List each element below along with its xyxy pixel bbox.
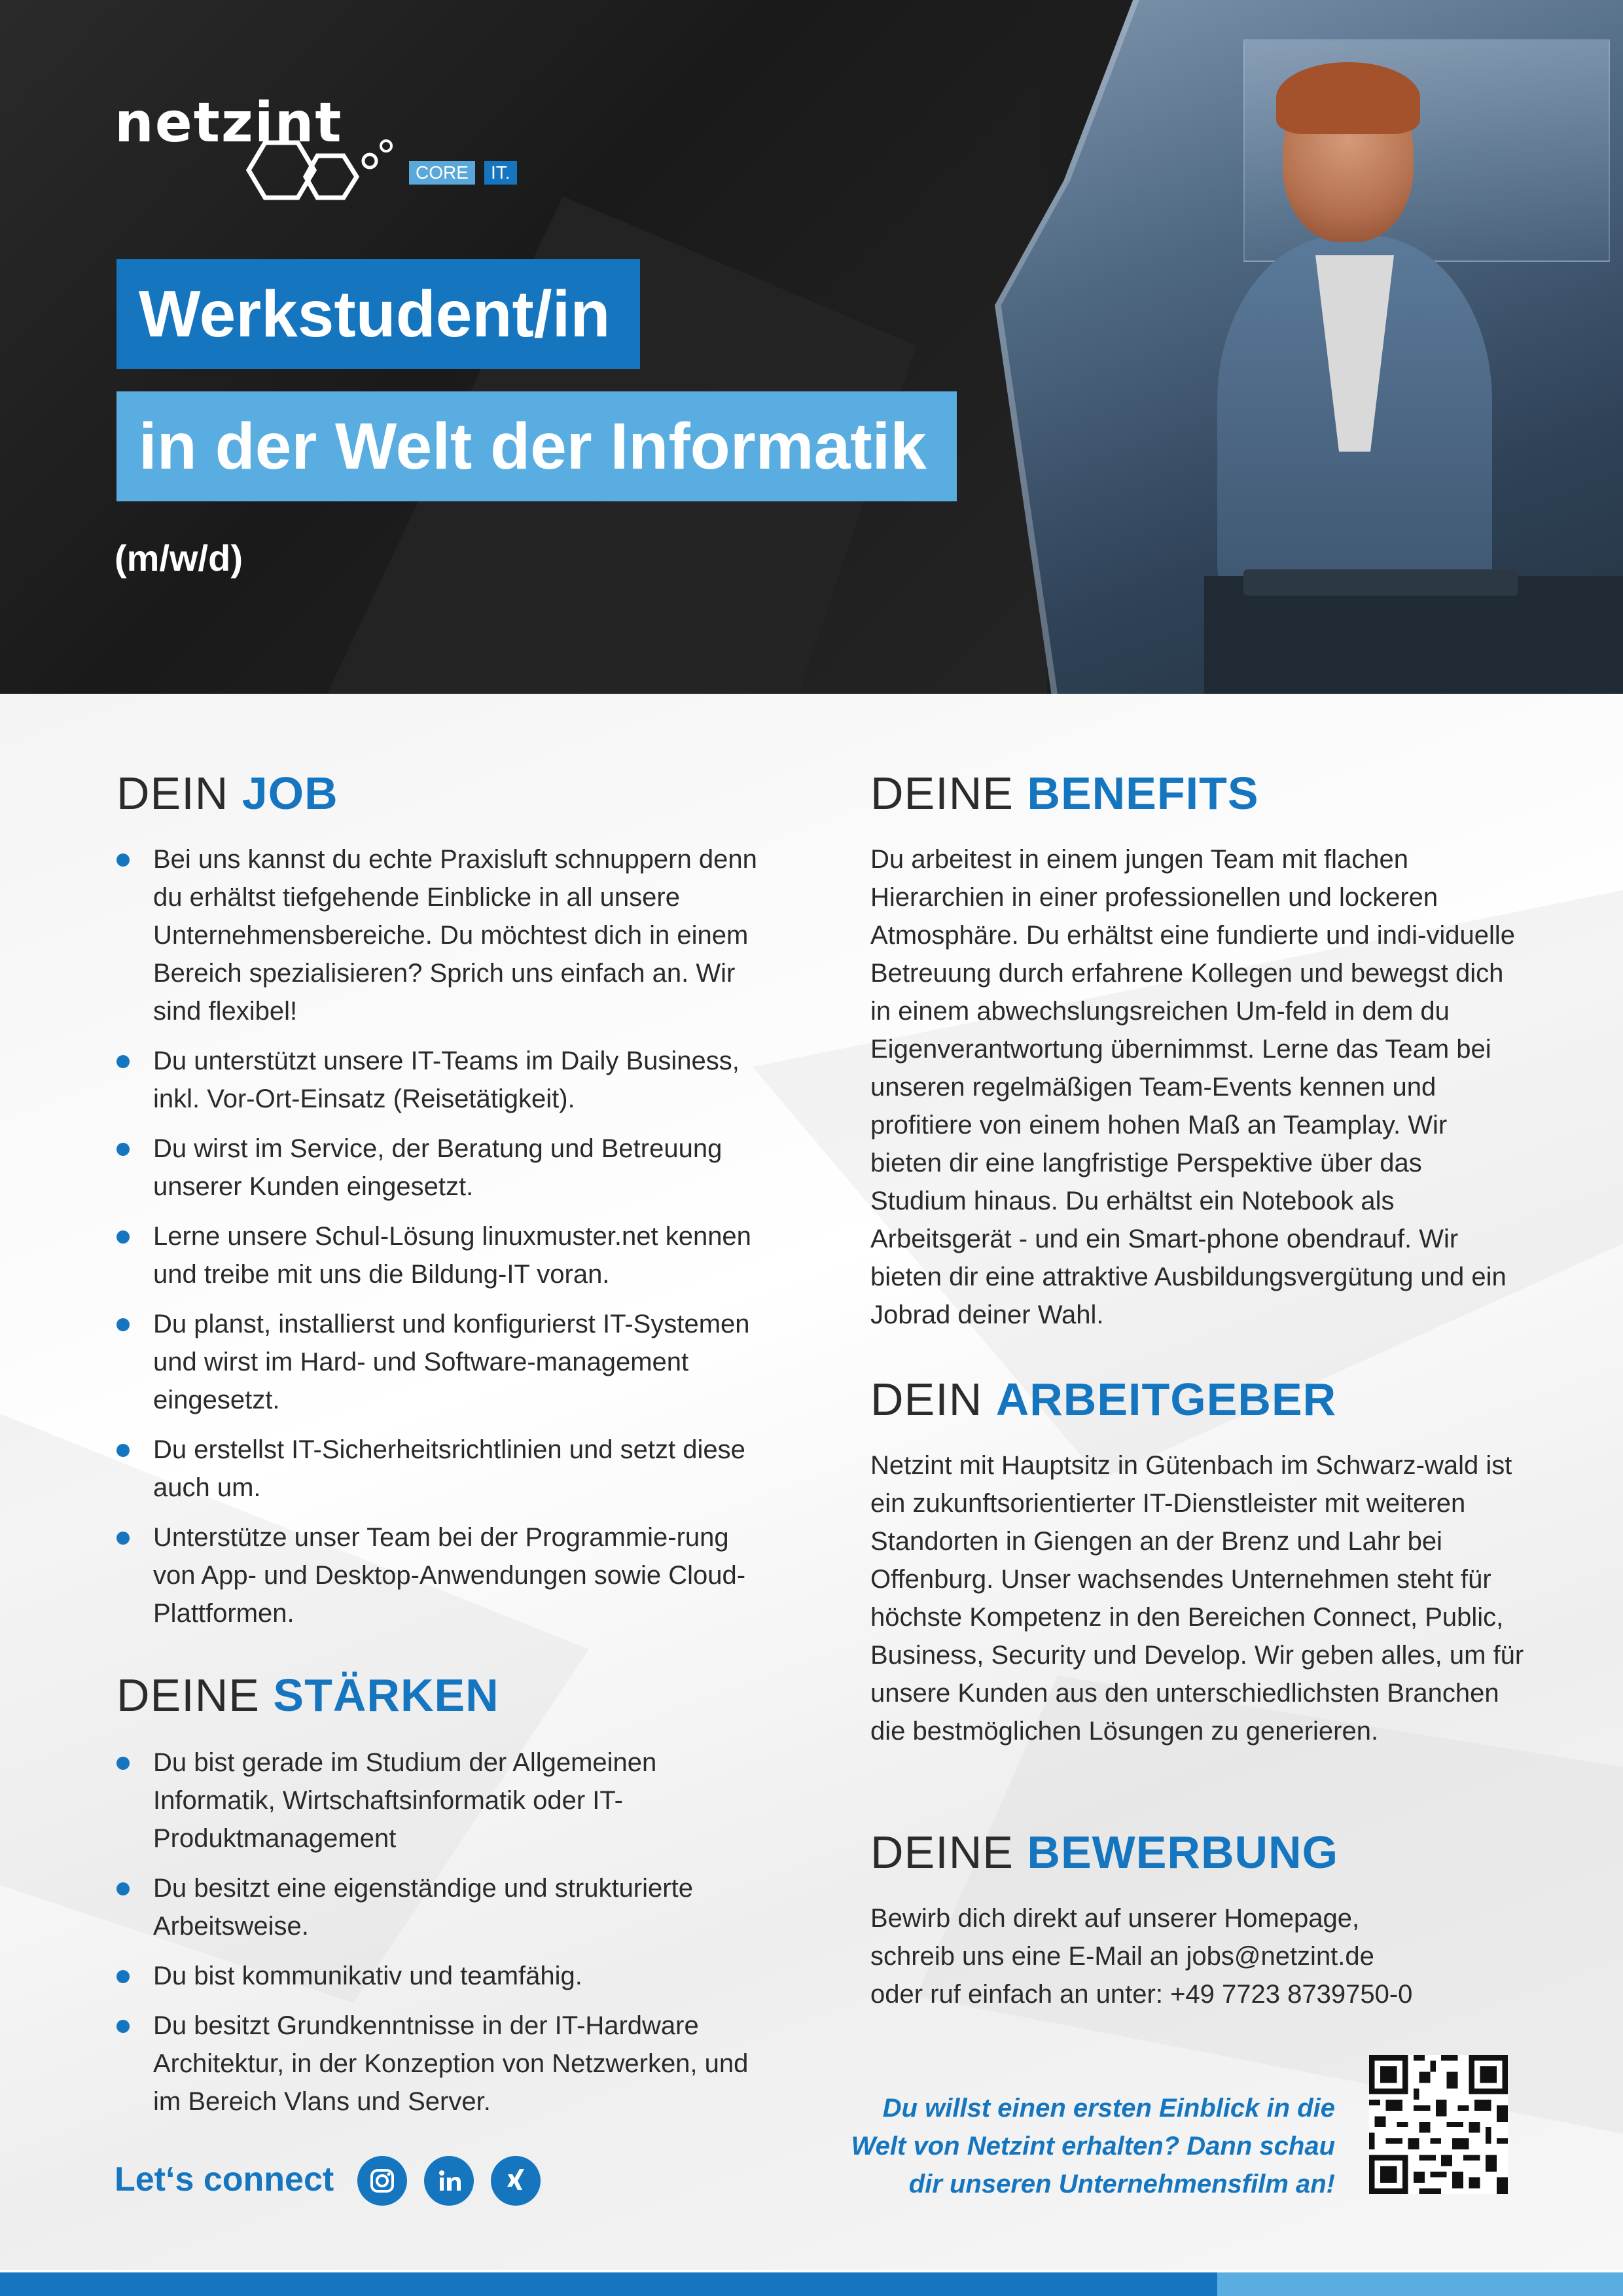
promo-line: Du willst einen ersten Einblick in die <box>882 2094 1335 2123</box>
promo-line: dir unseren Unternehmensfilm an! <box>908 2170 1335 2198</box>
list-item: Unterstütze unser Team bei der Programmie-rung von App- und Desktop-Anwendungen sowie Cloud-Plattformen. <box>116 1518 771 1632</box>
bewerbung-line-email[interactable]: schreib uns eine E-Mail an jobs@netzint.de <box>870 1942 1374 1971</box>
hero-photo-person-hair <box>1276 62 1420 134</box>
company-logo[interactable] <box>115 77 520 202</box>
instagram-icon[interactable] <box>357 2156 407 2206</box>
list-item: Du wirst im Service, der Beratung und Betreuung unserer Kunden eingesetzt. <box>116 1130 771 1206</box>
section-heading-staerken: DEINE STÄRKEN <box>116 1670 499 1721</box>
linkedin-icon[interactable] <box>424 2156 474 2206</box>
bewerbung-line-phone[interactable]: oder ruf einfach an unter: +49 7723 8739750-0 <box>870 1980 1413 2009</box>
gender-note: (m/w/d) <box>115 537 243 579</box>
section-heading-arbeitgeber: DEIN ARBEITGEBER <box>870 1374 1337 1425</box>
job-title-line1: Werkstudent/in <box>116 259 640 369</box>
section-heading-job: DEIN JOB <box>116 768 338 819</box>
list-item: Du planst, installierst und konfigurierst IT-Systemen und wirst im Hard- und Software-management eingesetzt. <box>116 1305 771 1419</box>
instagram-glyph-icon <box>357 2156 407 2206</box>
logo-wordmark: netzint <box>115 90 343 154</box>
hero-photo-keyboard <box>1243 569 1518 596</box>
hexagon-logo-icon <box>245 136 416 208</box>
lets-connect-label: Let‘s connect <box>115 2161 334 2198</box>
footer-bar <box>0 2272 1217 2296</box>
list-item: Bei uns kannst du echte Praxisluft schnuppern denn du erhältst tiefgehende Einblicke in all unsere Unternehmensbereiche. Du möchtest dich in einem Bereich spezialisieren? Sprich uns einfach an. Wir sind flexibel! <box>116 840 771 1030</box>
list-item: Du besitzt eine eigenständige und strukturierte Arbeitsweise. <box>116 1869 771 1945</box>
xing-glyph-icon <box>491 2156 541 2206</box>
benefits-text: Du arbeitest in einem jungen Team mit flachen Hierarchien in einer professionellen und lockeren Atmosphäre. Du erhältst eine fundierte und indi-viduelle Betreuung durch erfahrene Kollegen und bewegst dich in einem abwechslungsreichen Um-feld in dem du Eigenverantwortung übernimmst. Lerne das Team bei unseren regelmäßigen Team-Events kennen und profitiere von einem hohen Maß an Teamplay. Wir bieten dir eine langfristige Perspektive über das Studium hinaus. Du erhältst ein Notebook als Arbeitsgerät - und ein Smart-phone obendrauf. Wir bieten dir eine attraktive Ausbildungsvergütung und ein Jobrad deiner Wahl. <box>870 845 1516 1329</box>
bewerbung-line-homepage[interactable]: Bewirb dich direkt auf unserer Homepage, <box>870 1904 1360 1933</box>
xing-icon[interactable] <box>491 2156 541 2206</box>
logo-tag-it: IT. <box>484 161 517 185</box>
staerken-list <box>116 1744 771 2132</box>
promo-text <box>772 2089 1335 2203</box>
job-list <box>116 840 771 1644</box>
section-heading-bewerbung: DEINE BEWERBUNG <box>870 1827 1339 1878</box>
arbeitgeber-text: Netzint mit Hauptsitz in Gütenbach im Schwarz-wald ist ein zukunftsorientierter IT-Dienstleister mit weiteren Standorten in Giengen an der Brenz und Lahr bei Offenburg. Unser wachsendes Unternehmen steht für höchste Kompetenz in den Bereichen Connect, Public, Business, Security und Develop. Wir geben alles, um für unsere Kunden aus den unterschiedlichsten Branchen die bestmöglichen Lösungen zu generieren. <box>870 1451 1524 1746</box>
section-heading-benefits: DEINE BENEFITS <box>870 768 1259 819</box>
job-title-line2: in der Welt der Informatik <box>116 391 957 501</box>
list-item: Du erstellst IT-Sicherheitsrichtlinien und setzt diese auch um. <box>116 1431 771 1507</box>
footer-bar-accent <box>1217 2272 1623 2296</box>
logo-tag-core: CORE <box>409 161 475 185</box>
list-item: Du bist gerade im Studium der Allgemeinen Informatik, Wirtschaftsinformatik oder IT-Produktmanagement <box>116 1744 771 1857</box>
bewerbung-text <box>870 1899 1590 2013</box>
list-item: Du besitzt Grundkenntnisse in der IT-Hardware Architektur, in der Konzeption von Netzwerken, und im Bereich Vlans und Server. <box>116 2007 771 2121</box>
linkedin-glyph-icon <box>424 2156 474 2206</box>
list-item: Du unterstützt unsere IT-Teams im Daily Business, inkl. Vor-Ort-Einsatz (Reisetätigkeit). <box>116 1042 771 1118</box>
list-item: Du bist kommunikativ und teamfähig. <box>116 1957 771 1995</box>
list-item: Lerne unsere Schul-Lösung linuxmuster.net kennen und treibe mit uns die Bildung-IT voran. <box>116 1217 771 1293</box>
qr-code-icon[interactable] <box>1369 2055 1508 2194</box>
promo-line: Welt von Netzint erhalten? Dann schau <box>851 2132 1335 2161</box>
